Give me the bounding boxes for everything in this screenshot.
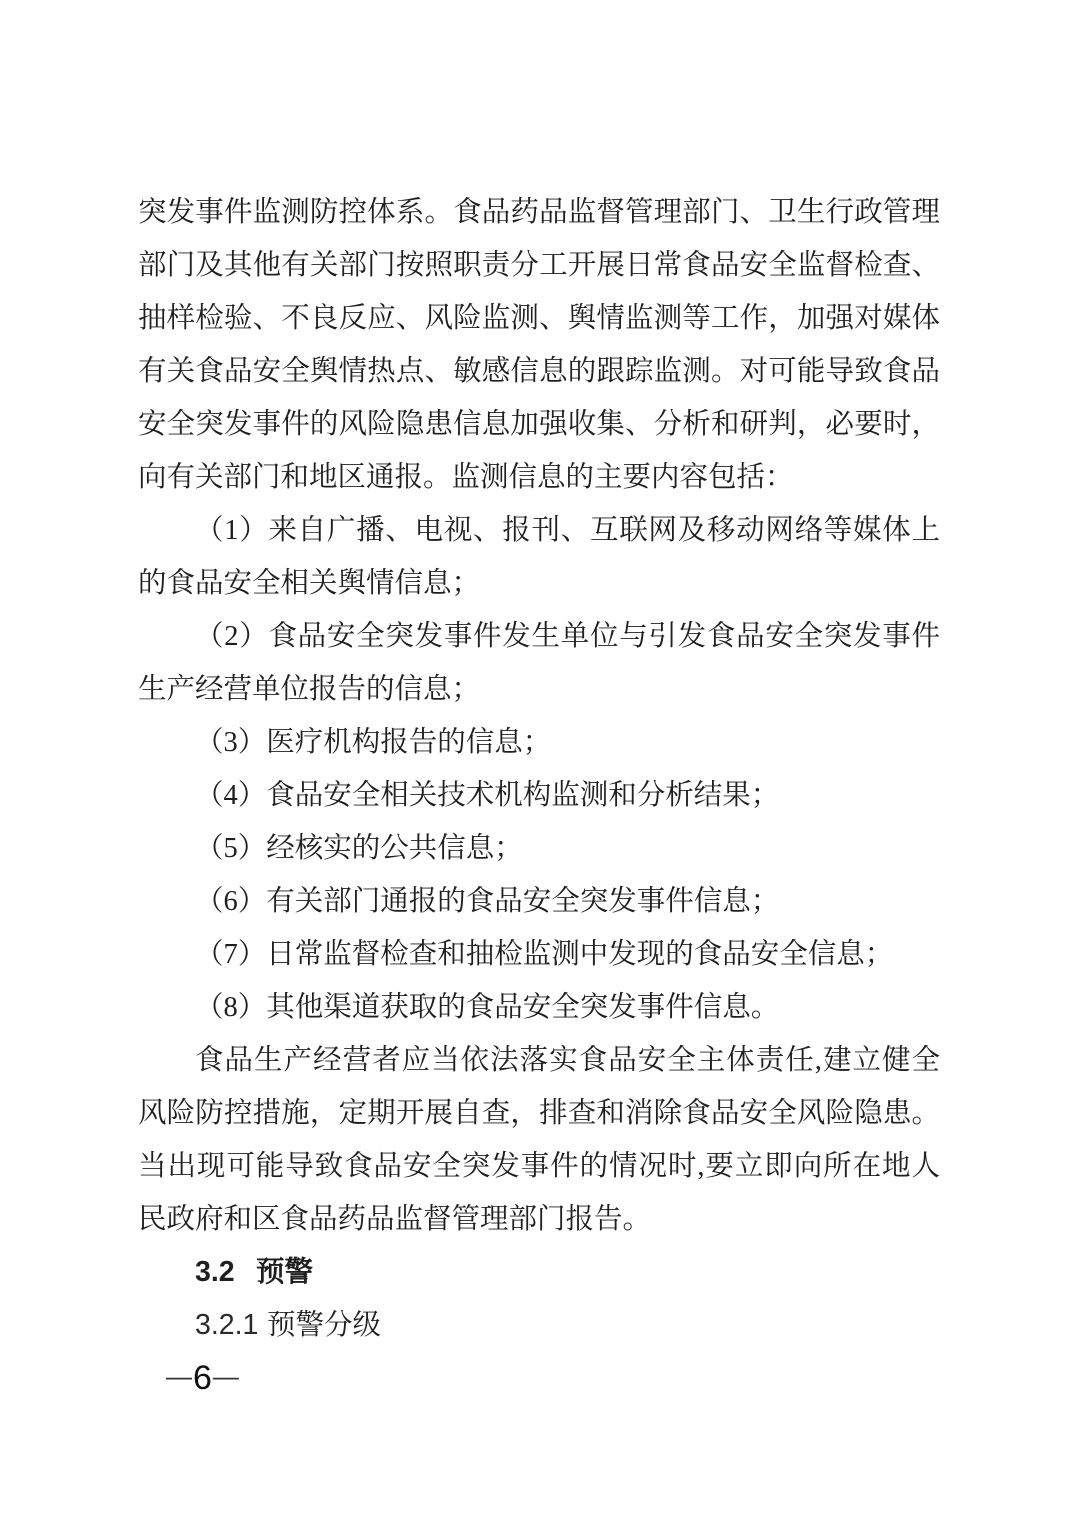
page-body	[138, 186, 940, 1352]
body-paragraph-monitoring: 突发事件监测防控体系。食品药品监督管理部门、卫生行政管理部门及其他有关部门按照职责分工开展日常食品安全监督检查、抽样检验、不良反应、风险监测、舆情监测等工作，加强对媒体有关食品安全舆情热点、敏感信息的跟踪监测。对可能导致食品安全突发事件的风险隐患信息加强收集、分析和研判，必要时，向有关部门和地区通报。监测信息的主要内容包括：	[138, 197, 940, 493]
list-item-5: （5）经核实的公共信息；	[195, 833, 523, 864]
section-number: 3.2	[195, 1256, 235, 1288]
list-item-2: （2）食品安全突发事件发生单位与引发食品安全突发事件生产经营单位报告的信息；	[138, 621, 940, 705]
list-item-4: （4）食品安全相关技术机构监测和分析结果；	[195, 780, 780, 811]
list-item-8: （8）其他渠道获取的食品安全突发事件信息。	[195, 992, 780, 1023]
subsection-heading-3-2-1	[138, 1299, 940, 1352]
page-number-dash-left: —	[166, 1361, 192, 1391]
list-item-1: （1）来自广播、电视、报刊、互联网及移动网络等媒体上的食品安全相关舆情信息；	[138, 515, 940, 599]
subsection-number: 3.2.1	[195, 1309, 259, 1341]
list-item-3: （3）医疗机构报告的信息；	[195, 727, 552, 758]
section-heading-3-2	[138, 1246, 940, 1299]
page-number-dash-right: —	[212, 1361, 239, 1391]
page-number	[166, 1356, 239, 1402]
section-title: 预警	[256, 1257, 314, 1288]
body-paragraph-responsibility: 食品生产经营者应当依法落实食品安全主体责任,建立健全风险防控措施，定期开展自查，排查和消除食品安全风险隐患。当出现可能导致食品安全突发事件的情况时,要立即向所在地人民政府和区食品药品监督管理部门报告。	[138, 1045, 940, 1235]
list-item-6: （6）有关部门通报的食品安全突发事件信息；	[195, 886, 780, 917]
subsection-title: 预警分级	[266, 1310, 381, 1341]
page-number-value: 6	[193, 1359, 212, 1397]
list-item-7: （7）日常监督检查和抽检监测中发现的食品安全信息；	[195, 939, 894, 970]
